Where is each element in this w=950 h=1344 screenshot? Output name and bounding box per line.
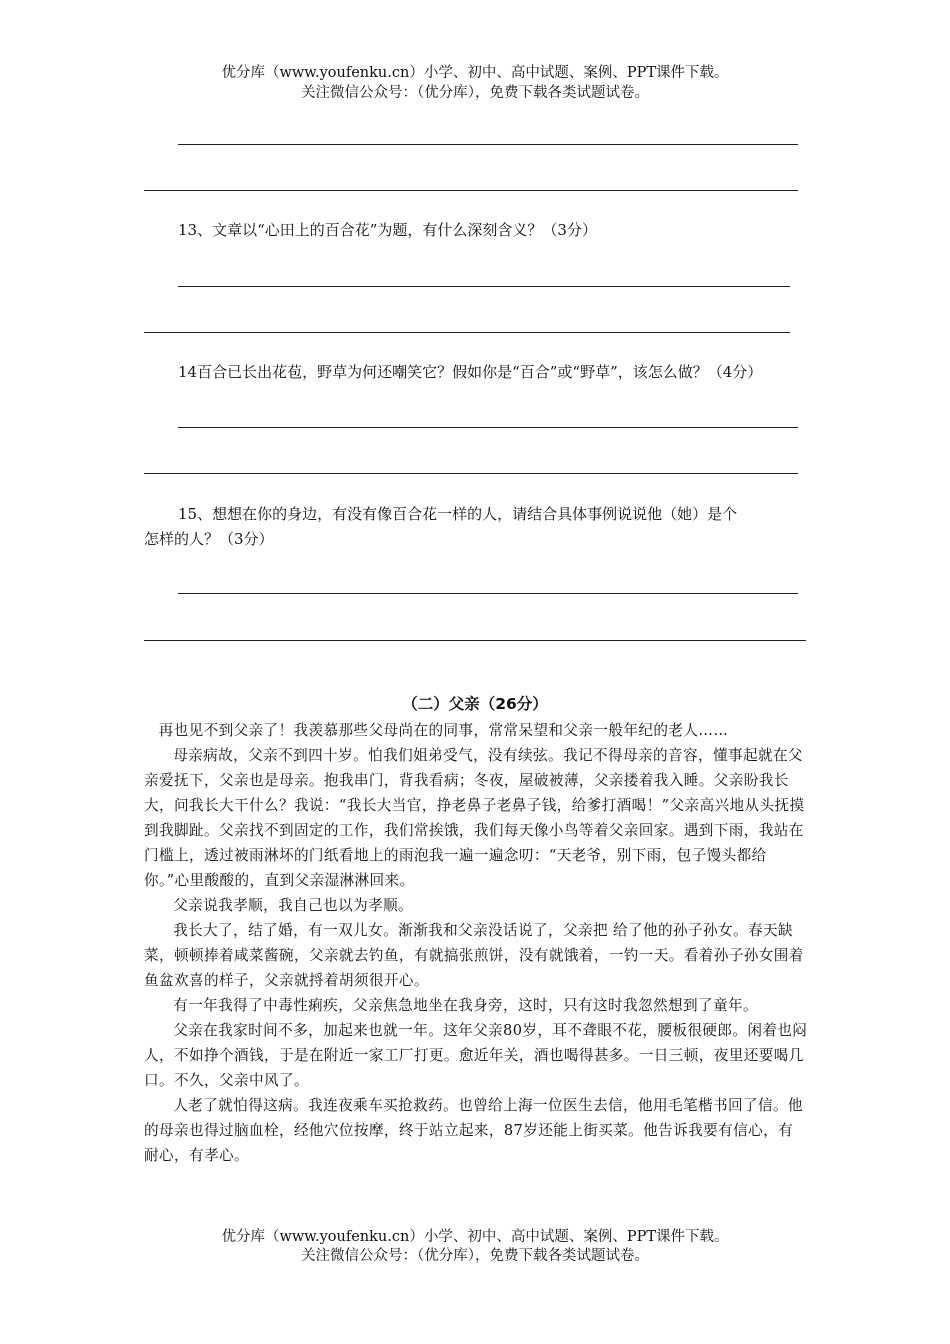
footer-line-1: 优分库（www.youfenku.cn）小学、初中、高中试题、案例、PPT课件下载。 [221, 1229, 729, 1245]
answer-line[interactable] [144, 640, 806, 641]
answer-line[interactable] [144, 332, 790, 333]
answer-line[interactable] [144, 190, 798, 191]
answer-line[interactable] [178, 427, 798, 428]
answer-line[interactable] [178, 286, 790, 287]
story-paragraph: 再也见不到父亲了！我羡慕那些父母尚在的同事，常常呆望和父亲一般年纪的老人…… [158, 722, 729, 739]
story-paragraph: 有一年我得了中毒性痢疾，父亲焦急地坐在我身旁，这时，只有这时我忽然想到了童年。 [173, 997, 758, 1014]
header-line-1: 优分库（www.youfenku.cn）小学、初中、高中试题、案例、PPT课件下载。 [221, 65, 729, 81]
footer-line-2: 关注微信公众号：（优分库），免费下载各类试题试卷。 [301, 1248, 649, 1264]
question-13: 13、文章以“心田上的百合花”为题，有什么深刻含义？（3分） [178, 221, 597, 239]
section-title: （二）父亲（26分） [402, 695, 548, 713]
question-15-line-2: 怎样的人？（3分） [144, 530, 274, 548]
header-line-2: 关注微信公众号：（优分库），免费下载各类试题试卷。 [301, 85, 649, 101]
answer-line[interactable] [178, 144, 798, 145]
question-15-line-1: 15、想想在你的身边，有没有像百合花一样的人，请结合具体事例说说他（她）是个 [178, 505, 738, 523]
answer-line[interactable] [178, 593, 798, 594]
story-paragraph: 母亲病故，父亲不到四十岁。怕我们姐弟受气，没有续弦。我记不得母亲的音容，懂事起就在父亲爱抚下，父亲也是母亲。抱我串门，背我看病；冬夜，屋破被薄，父亲搂着我入睡。父亲盼我长大，问我长大干什么？我说：“我长大当官，挣老鼻子老鼻子钱，给爹打酒喝！”父亲高兴地从头抚摸到我脚趾。父亲找不到固定的工作，我们常挨饿，我们每天像小鸟等着父亲回家。遇到下雨，我站在门槛上，透过被雨淋坏的门纸看地上的雨泡我一遍一遍念叨：“天老爷，别下雨，包子馒头都给你。”心里酸酸的，直到父亲湿淋淋回来。 [144, 747, 805, 889]
story-paragraph: 我长大了，结了婚，有一双儿女。渐渐我和父亲没话说了，父亲把 给了他的孙子孙女。春天缺菜，顿顿捧着咸菜酱碗，父亲就去钓鱼，有就搞张煎饼，没有就饿着，一钓一天。看着孙子孙女围着鱼盆欢喜的样子，父亲就捋着胡须很开心。 [144, 922, 804, 989]
story-paragraph: 父亲在我家时间不多，加起来也就一年。这年父亲80岁，耳不聋眼不花，腰板很硬郎。闲着也闷人，不如挣个酒钱，于是在附近一家工厂打更。愈近年关，酒也喝得甚多。一日三顿，夜里还要喝几口。不久，父亲中风了。 [144, 1022, 808, 1089]
story-body [144, 718, 808, 1168]
answer-line[interactable] [144, 473, 798, 474]
question-15 [144, 502, 808, 552]
story-paragraph: 父亲说我孝顺，我自己也以为孝顺。 [173, 897, 414, 914]
question-14: 14百合已长出花苞，野草为何还嘲笑它？假如你是“百合”或“野草”，该怎么做？（4分） [178, 363, 763, 381]
story-paragraph: 人老了就怕得这病。我连夜乘车买抢救药。也曾给上海一位医生去信，他用毛笔楷书回了信。他的母亲也得过脑血栓，经他穴位按摩，终于站立起来，87岁还能上街买菜。他告诉我要有信心，有耐心，有孝心。 [144, 1097, 803, 1164]
